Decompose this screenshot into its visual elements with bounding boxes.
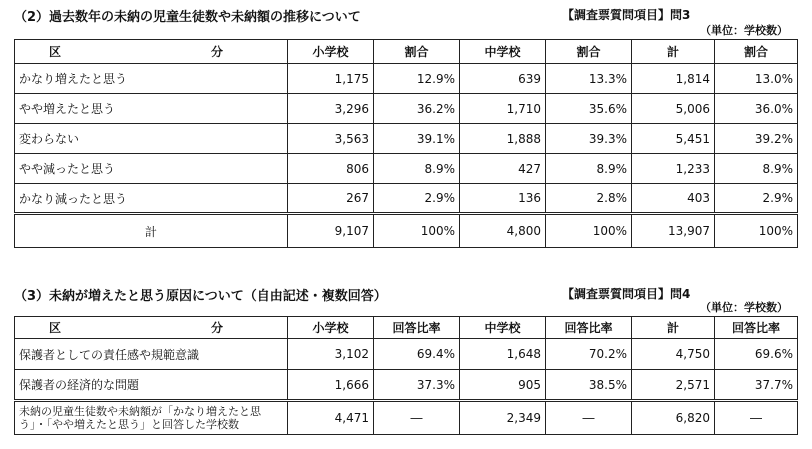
- section1-unit: （単位：学校数）: [700, 24, 788, 37]
- cell: 1,888: [460, 124, 546, 154]
- row-label: 保護者の経済的な問題: [15, 370, 288, 401]
- cell-dash: ―: [546, 401, 632, 435]
- table-row: [15, 339, 798, 370]
- cell: 1,666: [288, 370, 374, 401]
- section2-title: （3）未納が増えたと思う原因について（自由記述・複数回答）: [14, 289, 387, 304]
- cell: 3,102: [288, 339, 374, 370]
- cell: 5,451: [632, 124, 715, 154]
- cell: 69.4%: [374, 339, 460, 370]
- cell: 37.3%: [374, 370, 460, 401]
- row-label: やや減ったと思う: [15, 154, 288, 184]
- cell: 3,563: [288, 124, 374, 154]
- cell: 1,233: [632, 154, 715, 184]
- cell: 806: [288, 154, 374, 184]
- cell: 36.0%: [715, 94, 798, 124]
- cell: 1,710: [460, 94, 546, 124]
- section1-ref: 【調査票質問項目】問3: [562, 8, 691, 22]
- cell-dash: ―: [715, 401, 798, 435]
- table-row: [15, 154, 798, 184]
- cell: 1,814: [632, 64, 715, 94]
- table-row: [15, 64, 798, 94]
- cell: 4,471: [288, 401, 374, 435]
- cell: 8.9%: [715, 154, 798, 184]
- cell: 100%: [715, 214, 798, 248]
- section2-unit: （単位：学校数）: [700, 301, 788, 314]
- row-label: 未納の児童生徒数や未納額が「かなり増えたと思う」・「やや増えたと思う」と回答した学校数: [15, 401, 288, 435]
- cell: 100%: [374, 214, 460, 248]
- table-row-respondents: [15, 401, 798, 435]
- cell: 13.3%: [546, 64, 632, 94]
- table-trend: [14, 39, 798, 248]
- cell: 4,800: [460, 214, 546, 248]
- section2-ref: 【調査票質問項目】問4: [562, 287, 691, 301]
- cell: 2.9%: [715, 184, 798, 214]
- table-row: [15, 184, 798, 214]
- table-row: [15, 370, 798, 401]
- cell: 8.9%: [374, 154, 460, 184]
- cell: 13,907: [632, 214, 715, 248]
- cell: 100%: [546, 214, 632, 248]
- cell: 39.3%: [546, 124, 632, 154]
- row-label: かなり増えたと思う: [15, 64, 288, 94]
- cell: 2.8%: [546, 184, 632, 214]
- cell: 2,571: [632, 370, 715, 401]
- header-elementary: 小学校: [288, 317, 374, 339]
- table-causes: [14, 316, 798, 435]
- header-kubun: 区 分: [15, 317, 288, 339]
- header-junior: 中学校: [460, 40, 546, 64]
- header-response-ratio: 回答比率: [715, 317, 798, 339]
- cell: 403: [632, 184, 715, 214]
- header-total: 計: [632, 317, 715, 339]
- cell: 13.0%: [715, 64, 798, 94]
- header-response-ratio: 回答比率: [374, 317, 460, 339]
- cell: 39.1%: [374, 124, 460, 154]
- section1-title: （2）過去数年の未納の児童生徒数や未納額の推移について: [14, 10, 361, 25]
- cell: 2.9%: [374, 184, 460, 214]
- cell-dash: ―: [374, 401, 460, 435]
- row-label: 変わらない: [15, 124, 288, 154]
- cell: 39.2%: [715, 124, 798, 154]
- cell: 136: [460, 184, 546, 214]
- row-label: 保護者としての責任感や規範意識: [15, 339, 288, 370]
- header-junior: 中学校: [460, 317, 546, 339]
- cell: 639: [460, 64, 546, 94]
- cell: 3,296: [288, 94, 374, 124]
- row-label: かなり減ったと思う: [15, 184, 288, 214]
- cell: 267: [288, 184, 374, 214]
- cell: 6,820: [632, 401, 715, 435]
- cell: 12.9%: [374, 64, 460, 94]
- table-row: [15, 94, 798, 124]
- table-header-row: [15, 40, 798, 64]
- cell: 905: [460, 370, 546, 401]
- cell: 37.7%: [715, 370, 798, 401]
- header-ratio: 割合: [546, 40, 632, 64]
- table-total-row: [15, 214, 798, 248]
- cell: 1,648: [460, 339, 546, 370]
- cell: 9,107: [288, 214, 374, 248]
- cell: 427: [460, 154, 546, 184]
- cell: 8.9%: [546, 154, 632, 184]
- cell: 69.6%: [715, 339, 798, 370]
- row-label: やや増えたと思う: [15, 94, 288, 124]
- cell: 1,175: [288, 64, 374, 94]
- cell: 2,349: [460, 401, 546, 435]
- total-label: 計: [15, 214, 288, 248]
- table-row: [15, 124, 798, 154]
- table-header-row: [15, 317, 798, 339]
- header-response-ratio: 回答比率: [546, 317, 632, 339]
- cell: 35.6%: [546, 94, 632, 124]
- header-ratio: 割合: [374, 40, 460, 64]
- cell: 38.5%: [546, 370, 632, 401]
- cell: 70.2%: [546, 339, 632, 370]
- cell: 4,750: [632, 339, 715, 370]
- header-elementary: 小学校: [288, 40, 374, 64]
- header-total: 計: [632, 40, 715, 64]
- header-kubun: 区 分: [15, 40, 288, 64]
- cell: 5,006: [632, 94, 715, 124]
- cell: 36.2%: [374, 94, 460, 124]
- header-ratio: 割合: [715, 40, 798, 64]
